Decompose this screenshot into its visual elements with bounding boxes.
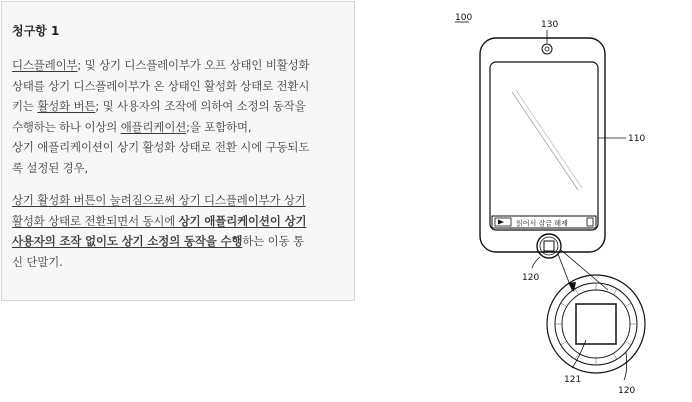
claim-segment: 신 단말기. [12,254,63,269]
claim-panel [1,1,355,301]
ref-display-label: 110 [628,134,646,144]
claim-segment: 수행하는 하나 이상의 [12,119,121,134]
claim-line [12,137,354,158]
camera-icon [542,44,552,54]
claim-title: 청구항 1 [12,24,60,38]
claim-line [12,231,354,252]
claim-line [12,76,354,97]
claim-paragraph-2 [12,190,354,272]
zoom-sensor-square [576,304,616,344]
claim-segment: 상기 활성화 버튼이 눌려짐으로써 상기 디스플레이부가 상기 [12,193,306,207]
claim-segment: 디스플레이부 [12,58,78,72]
claim-line [12,190,354,211]
claim-line [12,252,354,273]
claim-segment: 애플리케이션 [120,119,187,134]
claim-line [12,158,354,179]
ref-button-label: 120 [522,273,540,283]
claim-segment: ; 및 사용자의 조작에 의하여 소정의 동작을 [95,99,306,113]
claim-segment: 상기 애플리케이션이 상기 활성화 상태로 전환 시에 구동되도 [12,140,310,154]
ref-zoom-button-label: 120 [618,386,636,396]
patent-drawing [450,0,692,402]
patent-figure [450,0,692,402]
claim-segment: 록 설정된 경우, [12,160,88,175]
claim-segment: 상기 애플리케이션이 상기 [178,213,307,228]
claim-segment: 키는 [12,99,38,113]
claim-segment: ; 및 상기 디스플레이부가 오프 상태인 비활성화 [77,58,310,72]
unlock-bar-text: 읽어서 잠금 해제 [516,219,568,228]
ref-camera-label: 130 [541,20,559,30]
home-button [537,234,561,258]
claim-line [12,211,354,232]
claim-segment: 활성화 버튼 [37,99,96,113]
claim-segment: 활성화 상태로 전환되면서 동시에 [12,213,179,228]
claim-line [12,96,354,117]
claim-line [12,117,354,138]
claim-line [12,55,354,76]
claim-segment: 상태를 상기 디스플레이부가 온 상태인 활성화 상태로 전환시 [12,78,310,93]
ref-zoom-inner-label: 121 [564,375,582,385]
claim-paragraph-1 [12,55,354,178]
claim-segment: ;을 포함하며, [186,119,252,134]
claim-segment: 하는 이동 통 [242,234,304,248]
ref-device-label: 100 [455,13,473,23]
claim-segment: 사용자의 조작 없이도 상기 소정의 동작을 수행 [12,234,243,248]
display-screen [490,62,598,230]
